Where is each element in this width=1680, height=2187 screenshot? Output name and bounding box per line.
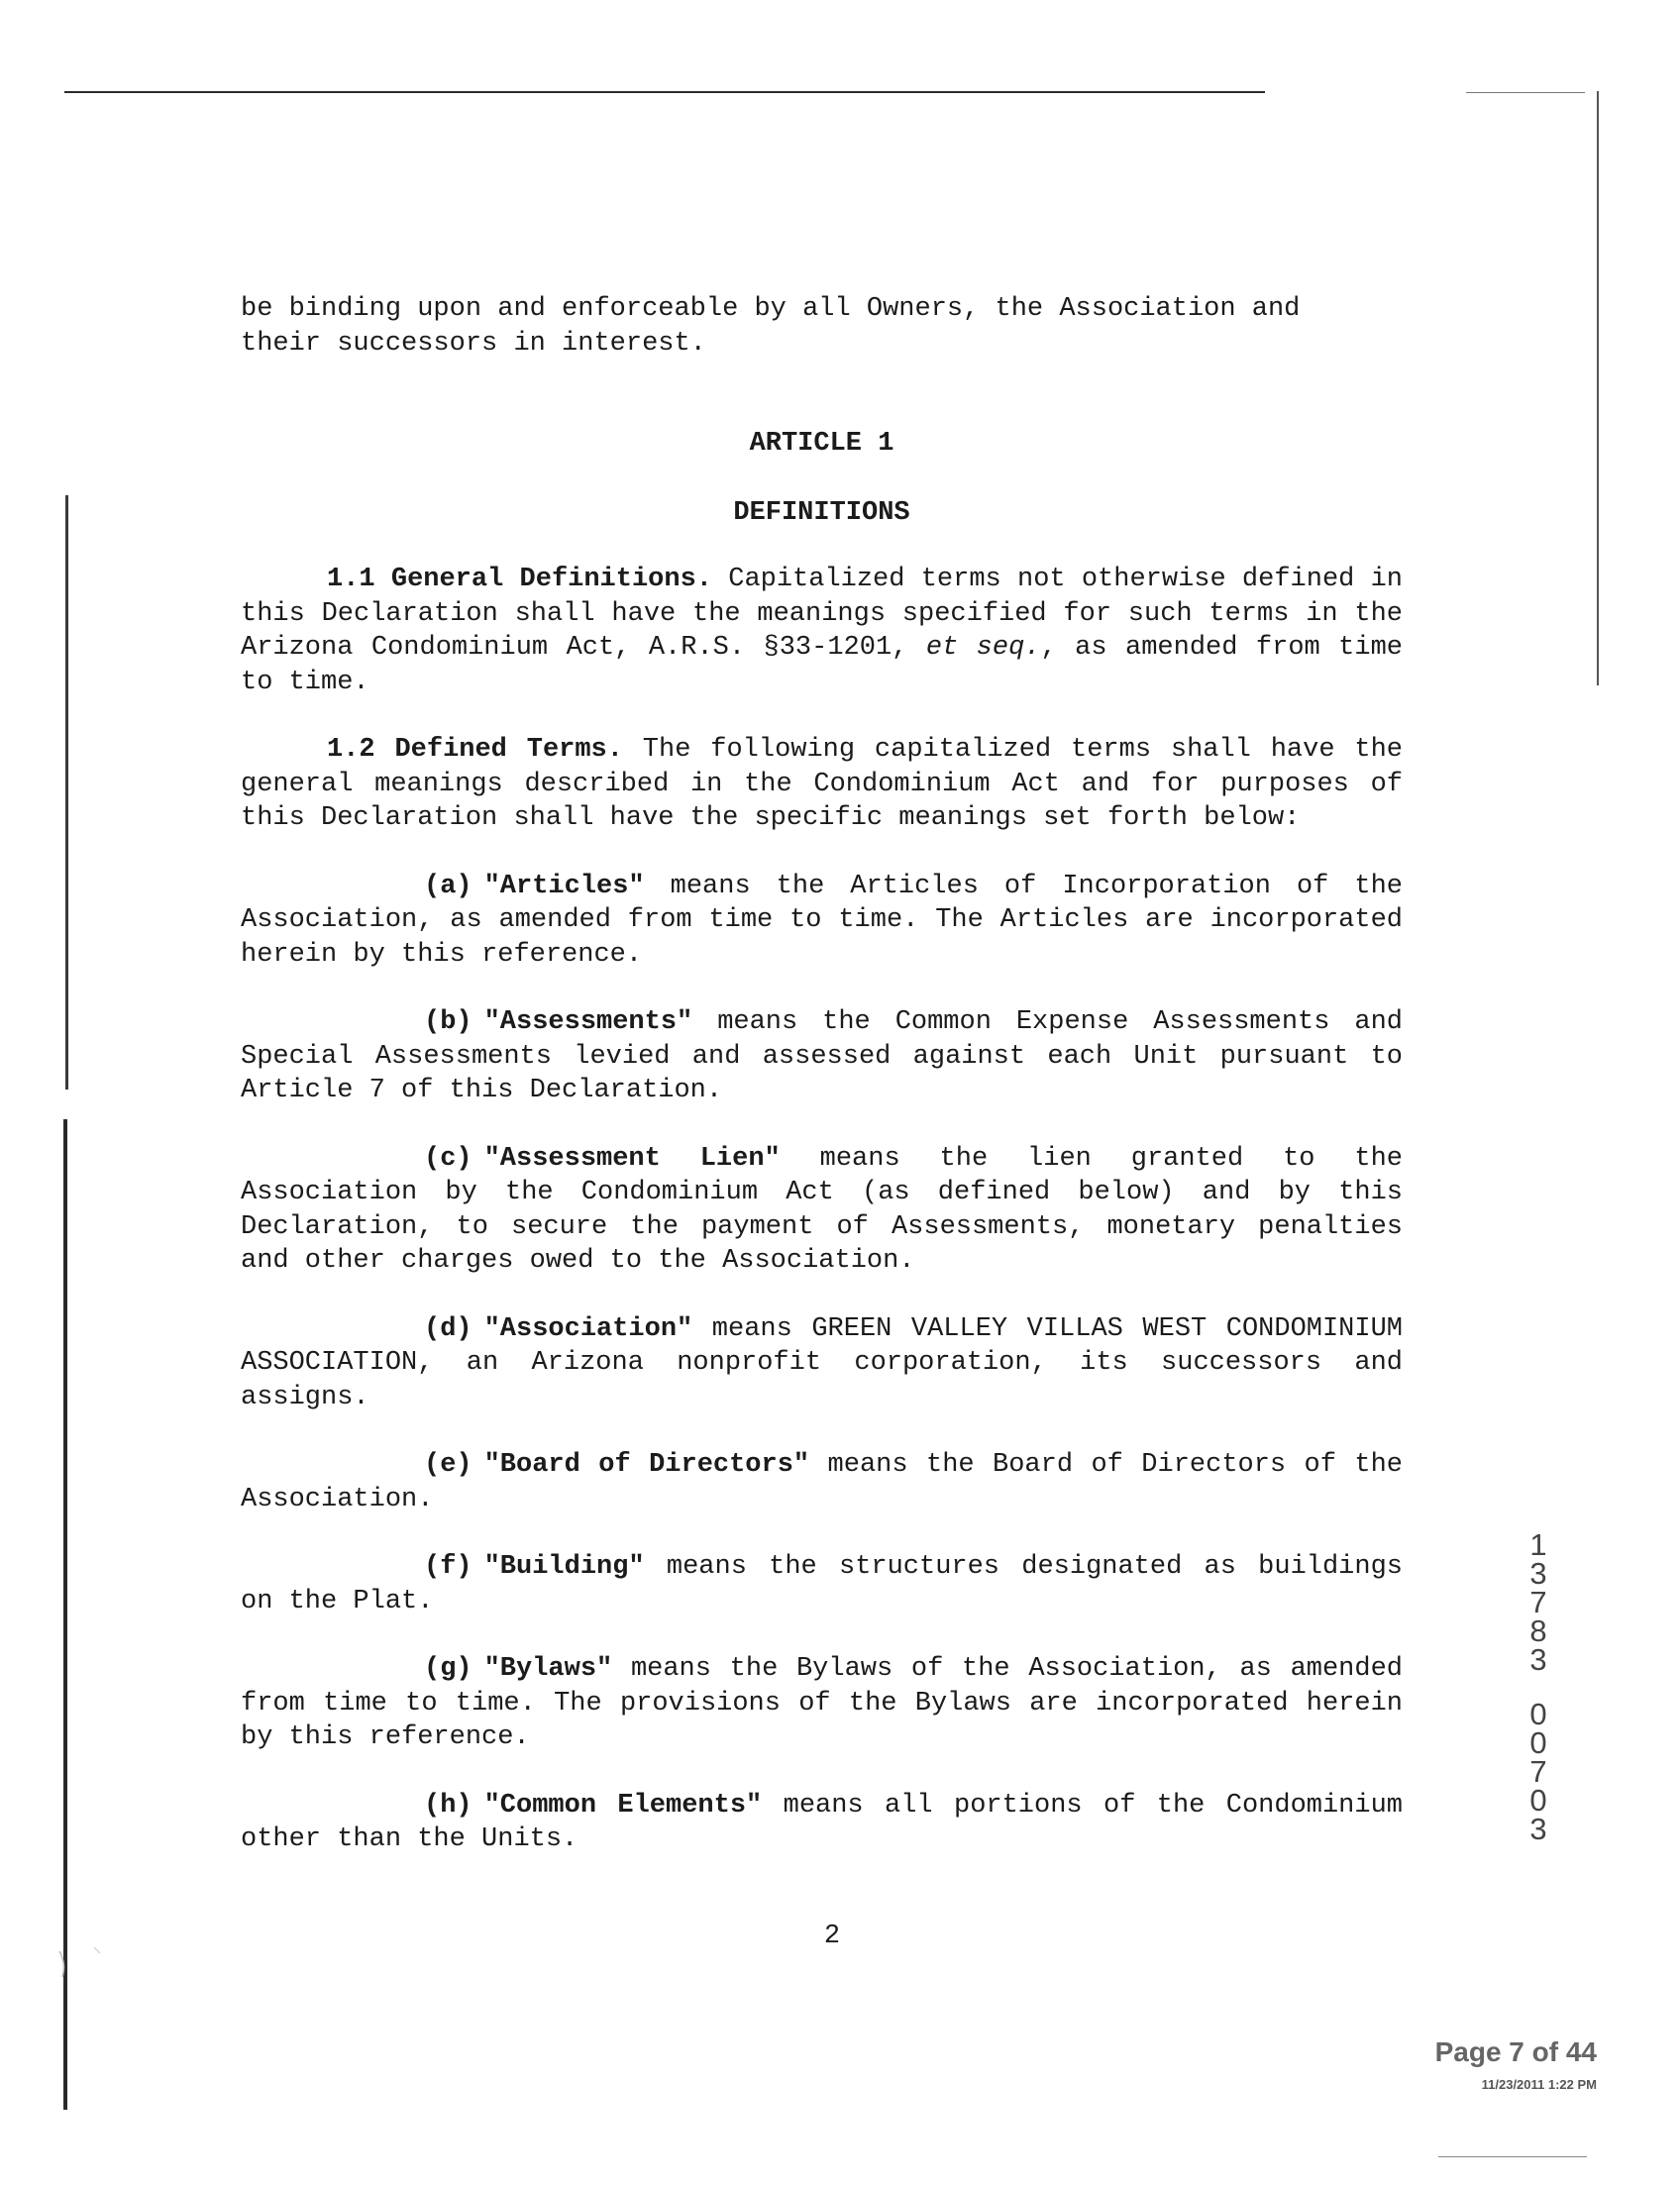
- definition-term: "Assessments": [483, 1007, 693, 1037]
- scan-right-edge: [1597, 91, 1599, 685]
- bates-digit: 0: [1529, 1697, 1547, 1731]
- bates-number: [1522, 1527, 1555, 1846]
- bates-digit: 0: [1529, 1783, 1547, 1818]
- definition-letter: (h): [424, 1790, 472, 1821]
- definition-letter: (a): [424, 871, 472, 901]
- bates-digit: 3: [1529, 1812, 1547, 1846]
- bates-digit: 8: [1529, 1614, 1547, 1648]
- definition-text: means the Common Expense Assessments and Special Assessments levied and assessed against each Unit pursuant to Article 7 of this Declaration.: [241, 1007, 1403, 1105]
- definition-letter: (d): [424, 1313, 472, 1344]
- section-heading: General Definitions.: [390, 565, 712, 594]
- stamp-underline: [1438, 2156, 1587, 2157]
- section-1-1: [241, 563, 1403, 699]
- bates-digit: 7: [1529, 1585, 1547, 1619]
- definition-term: "Association": [483, 1313, 693, 1344]
- bates-digit: 3: [1529, 1556, 1547, 1591]
- document-body: [241, 292, 1403, 1891]
- section-heading: Defined Terms.: [394, 735, 623, 765]
- definition-term: "Board of Directors": [483, 1450, 810, 1480]
- bates-digit: 3: [1529, 1642, 1547, 1677]
- definition-text: means the Bylaws of the Association, as amended from time to time. The provisions of the Bylaws are incorporated herein by this reference.: [241, 1654, 1403, 1752]
- definition-term: "Articles": [483, 871, 645, 901]
- definition-assessment-lien: [241, 1142, 1403, 1279]
- recorder-datetime-stamp: 11/23/2011 1:22 PM: [1481, 2077, 1597, 2092]
- definition-building: [241, 1550, 1403, 1618]
- definition-term: "Building": [483, 1552, 645, 1582]
- bates-digit: 0: [1529, 1725, 1547, 1760]
- definition-text: means the Board of Directors of the Association.: [241, 1450, 1403, 1514]
- top-rule-right-fragment: [1466, 92, 1585, 93]
- top-rule: [64, 91, 1265, 93]
- definition-term: "Common Elements": [483, 1790, 763, 1821]
- section-1-2: [241, 733, 1403, 836]
- section-text: The following capitalized terms shall have the general meanings described in the Condominium Act and for purposes of this Declaration shall have the specific meanings set forth below:: [241, 735, 1403, 833]
- intro-line-1: be binding upon and enforceable by all Owners, the Association and: [241, 294, 1301, 324]
- bates-digit: 7: [1529, 1754, 1547, 1789]
- definition-text: means the Articles of Incorporation of the Association, as amended from time to time. The Articles are incorporated herein by this reference.: [241, 871, 1403, 970]
- definition-board-of-directors: [241, 1448, 1403, 1516]
- bates-digit: 1: [1529, 1527, 1547, 1562]
- definition-letter: (e): [424, 1450, 472, 1480]
- section-text-italic: et seq.: [925, 633, 1041, 663]
- definition-letter: (g): [424, 1654, 472, 1684]
- definition-letter: (c): [424, 1143, 472, 1174]
- definition-term: "Assessment Lien": [483, 1143, 781, 1174]
- intro-paragraph: [241, 292, 1403, 361]
- article-heading: ARTICLE 1: [749, 429, 894, 459]
- section-text: Capitalized terms not otherwise defined in this Declaration shall have the meanings specified for such terms in the Arizona Condominium Act, A.R.S. §33-1201,: [241, 565, 1404, 663]
- scan-left-edge-upper: [65, 495, 68, 1090]
- definition-articles: [241, 870, 1403, 973]
- definition-letter: (b): [424, 1007, 472, 1037]
- definition-text: means all portions of the Condominium other than the Units.: [241, 1790, 1403, 1854]
- definition-text: means GREEN VALLEY VILLAS WEST CONDOMINIUM ASSOCIATION, an Arizona nonprofit corporation, its successors and assigns.: [241, 1313, 1403, 1412]
- definition-term: "Bylaws": [483, 1654, 613, 1684]
- article-title: DEFINITIONS: [733, 497, 910, 528]
- section-number: 1.1: [327, 565, 375, 594]
- section-text-end: , as amended from time to time.: [241, 633, 1403, 697]
- definition-assessments: [241, 1005, 1403, 1108]
- definition-text: means the structures designated as buildings on the Plat.: [241, 1552, 1403, 1616]
- definition-text: means the lien granted to the Association by the Condominium Act (as defined below) and by this Declaration, to secure the payment of Assessments, monetary penalties and other charges owed to the Association.: [241, 1143, 1403, 1276]
- section-number: 1.2: [327, 735, 375, 765]
- page-number: 2: [823, 1922, 841, 1951]
- definition-association: [241, 1312, 1403, 1415]
- intro-line-2: their successors in interest.: [241, 328, 706, 359]
- definition-common-elements: [241, 1789, 1403, 1857]
- recorder-page-stamp: Page 7 of 44: [1434, 2036, 1597, 2067]
- definition-bylaws: [241, 1652, 1403, 1755]
- definition-letter: (f): [424, 1552, 472, 1582]
